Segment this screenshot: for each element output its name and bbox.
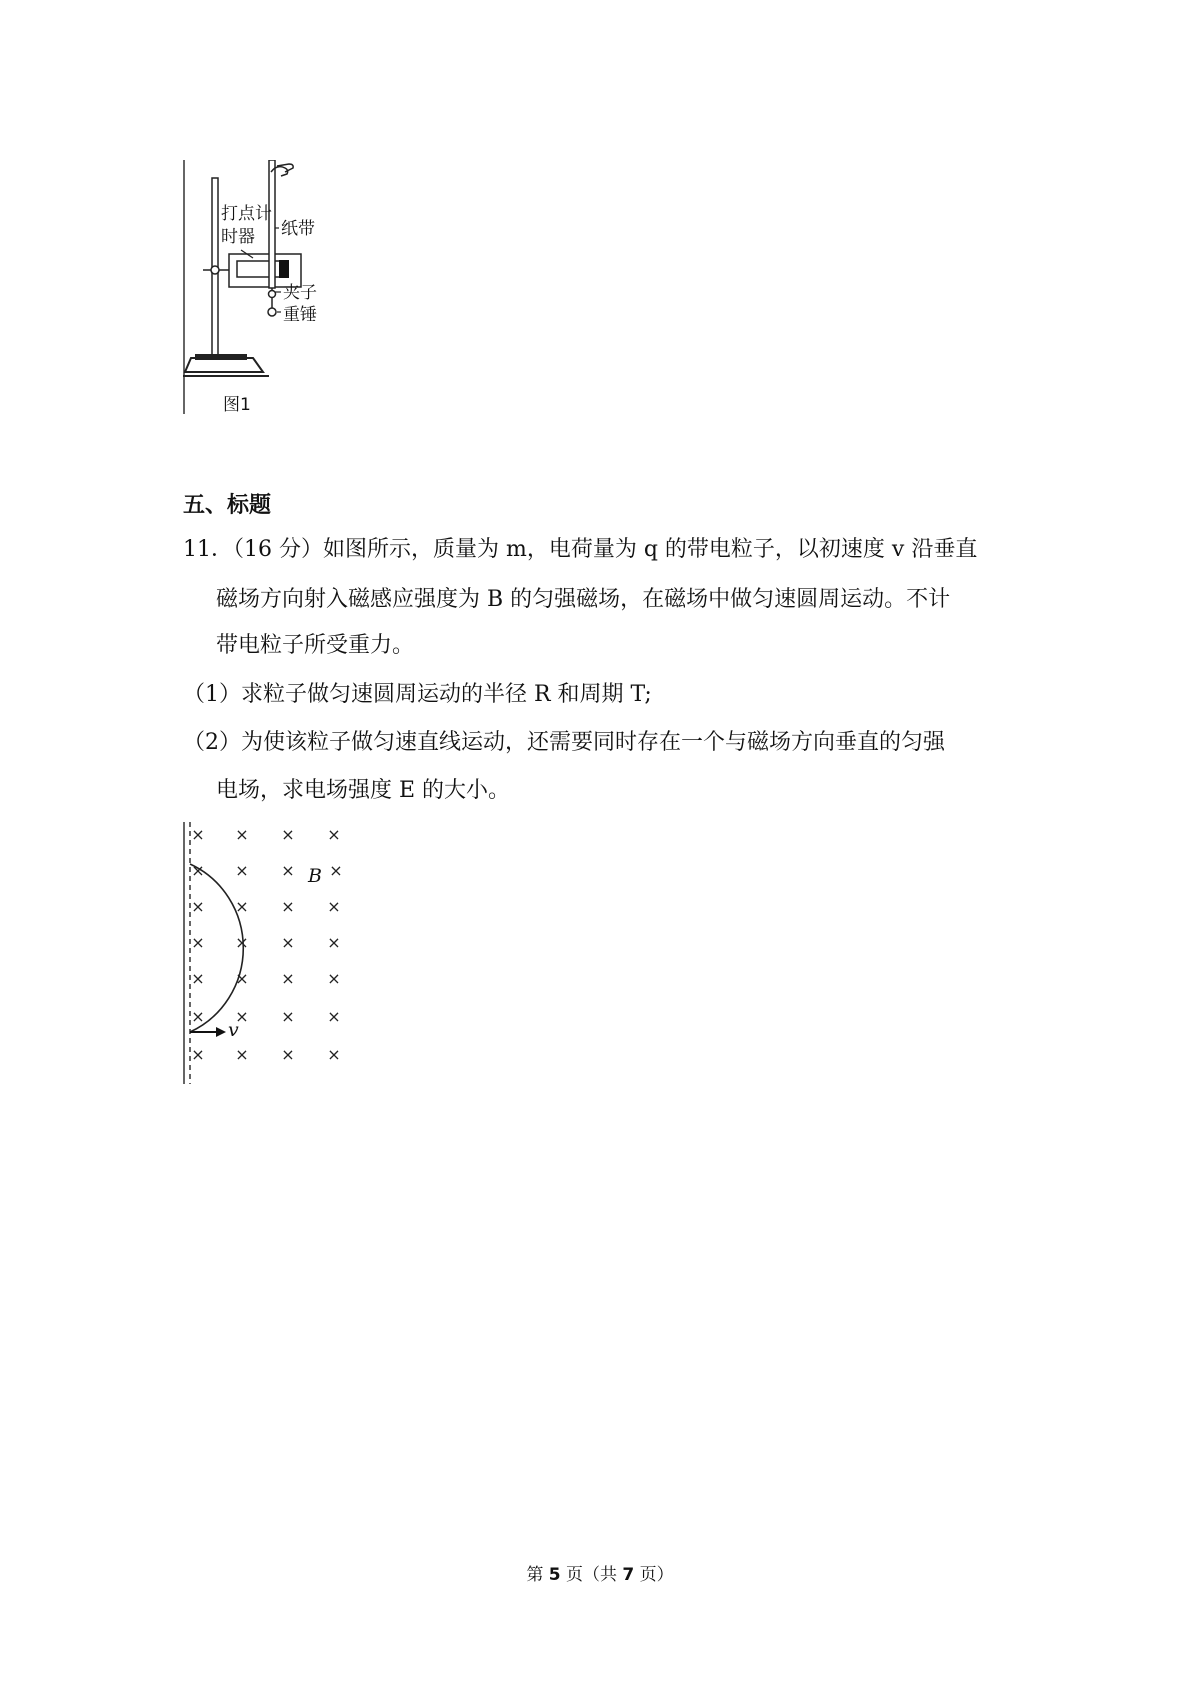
footer-page-number: 5 bbox=[548, 1565, 561, 1585]
tape-label: 纸带 bbox=[281, 219, 315, 239]
timer-label-line1: 打点计 bbox=[221, 204, 272, 224]
timer-head bbox=[279, 260, 289, 278]
page-footer bbox=[0, 1560, 1200, 1585]
field-cross-icon: × bbox=[235, 933, 249, 952]
paper-tape bbox=[269, 160, 275, 288]
timer-label-line2: 时器 bbox=[221, 227, 255, 247]
weight-icon bbox=[268, 308, 276, 316]
field-cross-icon: × bbox=[235, 969, 249, 988]
figure-1-apparatus bbox=[183, 160, 348, 422]
field-cross-icon: × bbox=[235, 861, 249, 880]
field-cross-icon: × bbox=[281, 933, 295, 952]
stand-base bbox=[185, 358, 263, 372]
figure-2-magnetic-field bbox=[180, 822, 360, 1084]
footer-total-pages: 7 bbox=[622, 1565, 635, 1585]
velocity-label: v bbox=[228, 1019, 239, 1041]
section-heading: 五、标题 bbox=[183, 493, 272, 518]
figure-1-caption: 图1 bbox=[223, 395, 251, 415]
field-cross-icon: × bbox=[281, 1007, 295, 1026]
field-cross-icon: × bbox=[281, 861, 295, 880]
field-cross-icon: × bbox=[191, 861, 205, 880]
question-text-line-3: 带电粒子所受重力。 bbox=[216, 633, 415, 658]
field-cross-icon: × bbox=[191, 825, 205, 844]
field-crosses bbox=[191, 825, 342, 1064]
field-cross-icon: × bbox=[235, 1045, 249, 1064]
velocity-arrow-icon bbox=[216, 1027, 226, 1037]
field-cross-icon: × bbox=[327, 1007, 341, 1026]
field-cross-icon: × bbox=[235, 825, 249, 844]
field-cross-icon: × bbox=[191, 969, 205, 988]
field-cross-icon: × bbox=[191, 1007, 205, 1026]
field-cross-icon: × bbox=[281, 969, 295, 988]
field-cross-icon: × bbox=[281, 825, 295, 844]
clip-icon bbox=[269, 291, 276, 298]
question-part-1: （1）求粒子做匀速圆周运动的半径 R 和周期 T; bbox=[183, 682, 652, 707]
question-text-line-1: 11．（16 分）如图所示，质量为 m，电荷量为 q 的带电粒子，以初速度 v 沿垂直 bbox=[183, 537, 978, 562]
field-cross-icon: × bbox=[327, 825, 341, 844]
question-part-2-line-2: 电场，求电场强度 E 的大小。 bbox=[216, 778, 511, 803]
clamp-knob bbox=[211, 266, 219, 274]
field-cross-icon: × bbox=[235, 897, 249, 916]
field-cross-icon: × bbox=[327, 1045, 341, 1064]
field-cross-icon: × bbox=[281, 897, 295, 916]
field-cross-icon: × bbox=[191, 897, 205, 916]
field-cross-icon: × bbox=[327, 897, 341, 916]
footer-suffix: 页） bbox=[634, 1565, 674, 1585]
field-cross-icon: × bbox=[191, 1045, 205, 1064]
question-text-line-2: 磁场方向射入磁感应强度为 B 的匀强磁场，在磁场中做匀速圆周运动。不计 bbox=[216, 587, 951, 612]
field-cross-icon: × bbox=[329, 861, 343, 880]
footer-prefix: 第 bbox=[526, 1565, 549, 1585]
footer-middle: 页（共 bbox=[560, 1565, 623, 1585]
field-cross-icon: × bbox=[327, 933, 341, 952]
field-cross-icon: × bbox=[281, 1045, 295, 1064]
weight-label: 重锤 bbox=[283, 305, 317, 325]
field-cross-icon: × bbox=[191, 933, 205, 952]
field-cross-icon: × bbox=[235, 1007, 249, 1026]
field-label: B bbox=[308, 865, 322, 887]
question-part-2-line-1: （2）为使该粒子做匀速直线运动，还需要同时存在一个与磁场方向垂直的匀强 bbox=[183, 730, 945, 755]
field-cross-icon: × bbox=[327, 969, 341, 988]
clip-label: 夹子 bbox=[283, 283, 317, 303]
stand-base-top bbox=[195, 354, 247, 360]
